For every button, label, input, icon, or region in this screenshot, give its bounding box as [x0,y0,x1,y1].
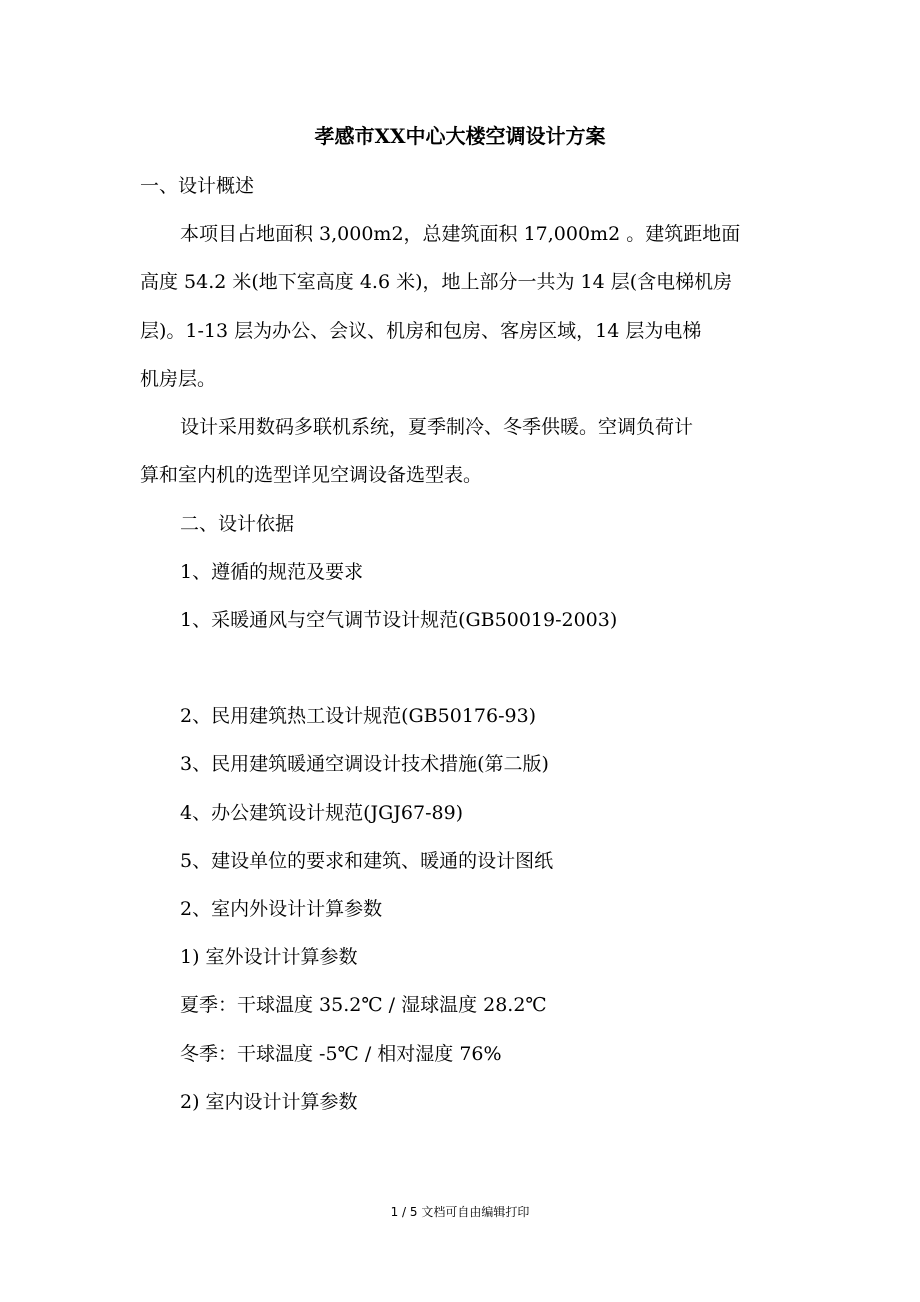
outdoor-parameters-heading: 1) 室外设计计算参数 [180,946,358,968]
standard-item: 2、民用建筑热工设计规范(GB50176-93) [180,705,537,727]
paragraph-line: 设计采用数码多联机系统，夏季制冷、冬季供暖。空调负荷计 [180,416,694,438]
subsection-heading-standards: 1、遵循的规范及要求 [180,561,364,583]
subsection-heading-parameters: 2、室内外设计计算参数 [180,898,383,920]
standard-item: 4、办公建筑设计规范(JGJ67-89) [180,802,464,824]
paragraph-line: 层)。1-13 层为办公、会议、机房和包房、客房区域，14 层为电梯 [140,320,702,342]
paragraph-line: 本项目占地面积 3,000m2，总建筑面积 17,000m2 。建筑距地面 [180,223,741,245]
paragraph-line: 机房层。 [140,368,217,390]
winter-parameters: 冬季：干球温度 -5℃ / 相对湿度 76% [180,1043,502,1065]
standard-item: 5、建设单位的要求和建筑、暖通的设计图纸 [180,850,554,872]
indoor-parameters-heading: 2) 室内设计计算参数 [180,1091,358,1113]
section-heading-basis: 二、设计依据 [180,513,295,535]
paragraph-line: 高度 54.2 米(地下室高度 4.6 米)，地上部分一共为 14 层(含电梯机房 [140,271,733,293]
section-heading-overview: 一、设计概述 [140,175,255,197]
summer-parameters: 夏季：干球温度 35.2℃ / 湿球温度 28.2℃ [180,994,547,1016]
paragraph-line: 算和室内机的选型详见空调设备选型表。 [140,464,483,486]
document-title: 孝感市XX中心大楼空调设计方案 [314,124,606,148]
standard-item: 1、采暖通风与空气调节设计规范(GB50019-2003) [180,609,618,631]
standard-item: 3、民用建筑暖通空调设计技术措施(第二版) [180,753,549,775]
page-footer: 1 / 5 文档可自由编辑打印 [390,1205,530,1219]
